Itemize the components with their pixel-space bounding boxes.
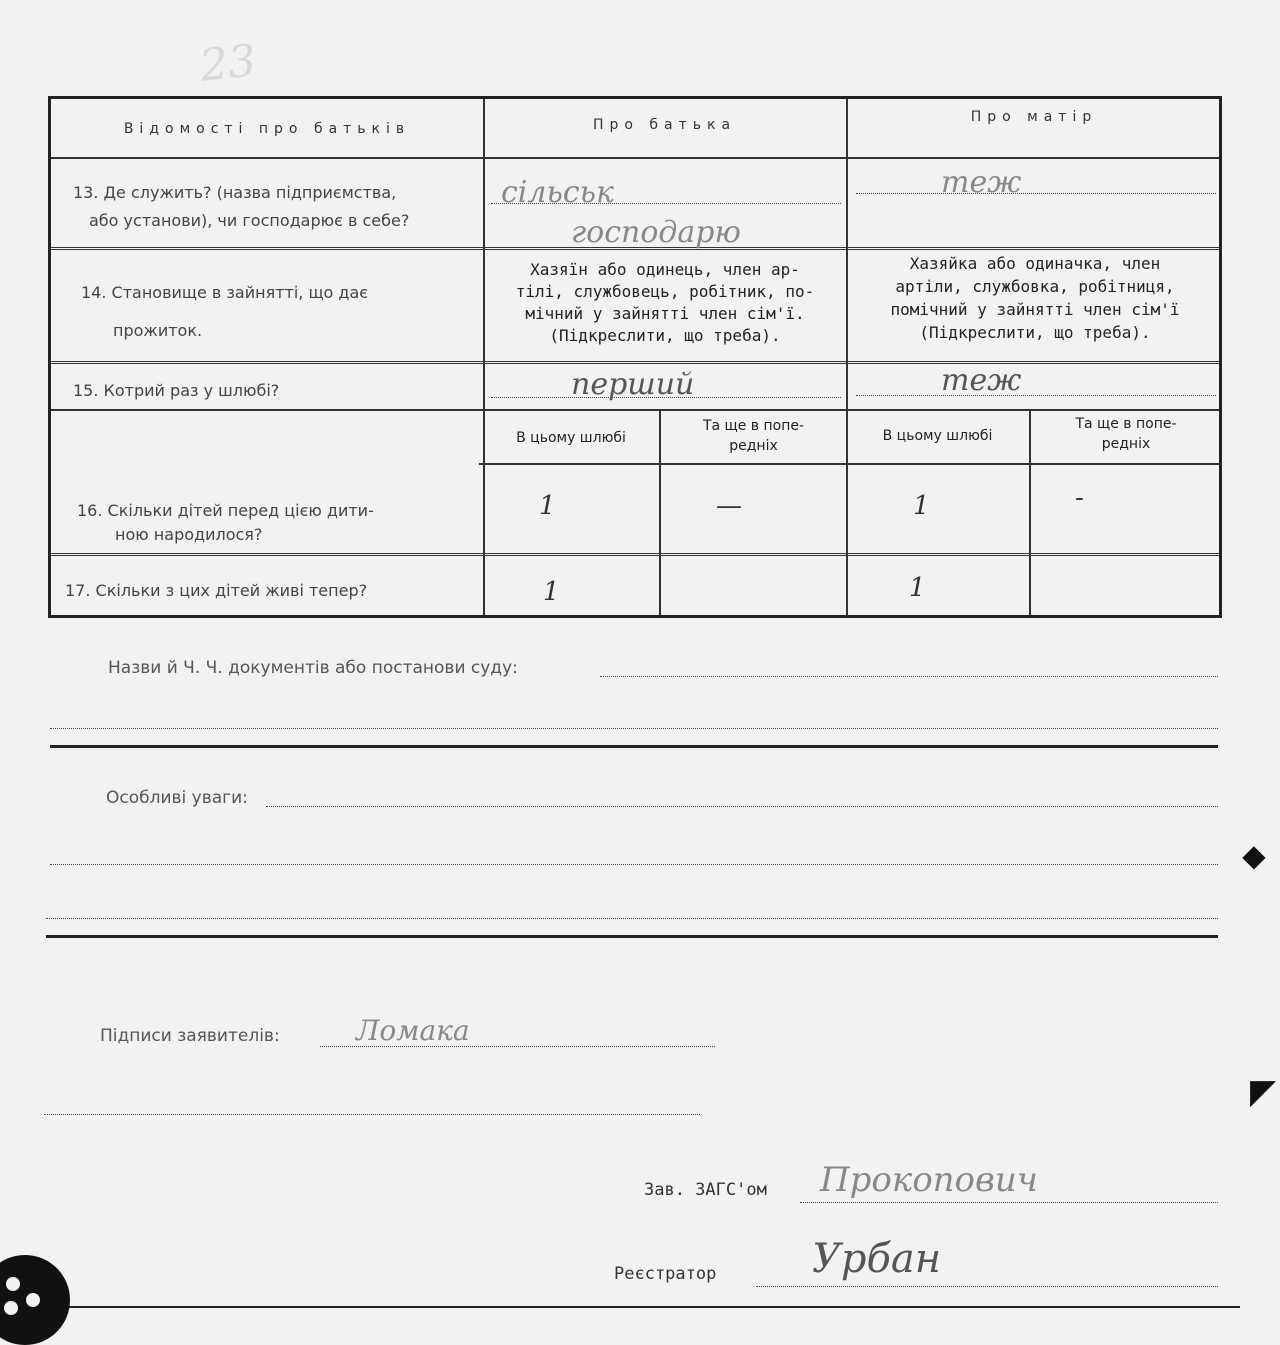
- header-divider: [51, 157, 1219, 159]
- q16-mother-this-value: 1: [913, 491, 930, 521]
- q14-father-option-line: (Підкреслити, що треба).: [549, 326, 781, 345]
- edge-tear-mark: ◤: [1250, 1072, 1277, 1112]
- q14-mother-option-line: помічний у зайнятті член сім'ї: [890, 300, 1180, 319]
- notes-line-3: [46, 918, 1218, 919]
- q17-father-this-value: 1: [543, 577, 560, 607]
- notes-line-2: [50, 864, 1218, 865]
- hole-dot: [6, 1277, 20, 1291]
- q15-father-answer: перший: [571, 367, 695, 402]
- edge-tear-mark: ⬥: [1242, 836, 1266, 876]
- zags-head-signature: Прокопович: [820, 1160, 1038, 1200]
- binder-corner-mark: [0, 1255, 70, 1345]
- q13-label-line2: або установи), чи господарює в себе?: [89, 211, 410, 230]
- q14-label-line2: прожиток.: [113, 321, 203, 340]
- q15-label: 15. Котрий раз у шлюбі?: [73, 381, 280, 400]
- notes-label: Особливі уваги:: [106, 788, 248, 808]
- registrar-signature-line: [756, 1286, 1218, 1287]
- zags-head-signature-line: [800, 1202, 1218, 1203]
- subheader-father-previous-line1: Та ще в попе-: [702, 418, 805, 434]
- parents-info-table: [48, 96, 1222, 618]
- q13-father-answer-line1: сільськ: [501, 175, 614, 210]
- zags-head-label: Зав. ЗАГС'ом: [644, 1180, 767, 1200]
- subheader-father-this-marriage: В цьому шлюбі: [516, 430, 626, 446]
- notes-line-1: [266, 806, 1218, 807]
- q13-mother-answer: теж: [941, 165, 1022, 200]
- q16-father-prev-value: —: [716, 491, 742, 521]
- applicant-signature: Ломака: [356, 1014, 470, 1047]
- q16-label-line2: ною народилося?: [115, 525, 263, 544]
- q17-label: 17. Скільки з цих дітей живі тепер?: [65, 581, 368, 600]
- column-divider-2: [846, 99, 848, 615]
- q14-mother-option-line: Хазяйка або одиначка, член: [909, 254, 1161, 273]
- section-separator-2: [46, 935, 1218, 938]
- applicant-signatures-label: Підписи заявителів:: [100, 1026, 280, 1046]
- subheader-mother-previous-line1: Та ще в попе-: [1075, 416, 1177, 432]
- hole-dot: [26, 1293, 40, 1307]
- page-bottom-line: [40, 1306, 1240, 1308]
- q14-mother-option-line: (Підкреслити, що треба).: [919, 323, 1151, 342]
- q14-father-option-line: мічний у зайнятті член сім'ї.: [525, 304, 805, 323]
- page-number-handwritten: 23: [197, 35, 259, 92]
- documents-label: Назви й Ч. Ч. документів або постанови суду:: [108, 658, 518, 678]
- subheader-father-previous-line2: редніх: [729, 438, 778, 454]
- q15-mother-answer: теж: [941, 363, 1022, 398]
- q13-label-line1: 13. Де служить? (назва підприємства,: [73, 183, 397, 202]
- applicant-signature-line-2: [44, 1114, 700, 1115]
- q13-father-answer-line2: господарю: [571, 215, 741, 250]
- row16-divider: [51, 553, 1219, 559]
- header-mother: Про матір: [970, 109, 1098, 125]
- q14-label-line1: 14. Становище в зайнятті, що дає: [81, 283, 369, 302]
- q16-father-this-value: 1: [539, 491, 556, 521]
- q14-father-option-line: тілі, службовець, робітник, по-: [515, 282, 815, 301]
- q13-mother-line: [856, 193, 1216, 194]
- hole-dot: [4, 1301, 18, 1315]
- q15-mother-line: [856, 395, 1216, 396]
- documents-line-1: [600, 676, 1218, 677]
- q16-mother-prev-value: -: [1075, 483, 1084, 513]
- documents-line-2: [50, 728, 1218, 729]
- row15-divider: [51, 409, 1219, 411]
- q17-mother-this-value: 1: [909, 573, 926, 603]
- subheader-mother-this-marriage: В цьому шлюбі: [882, 428, 993, 444]
- header-father: Про батька: [592, 117, 737, 133]
- section-separator-1: [50, 745, 1218, 748]
- q16-label-line1: 16. Скільки дітей перед цією дити-: [77, 501, 374, 520]
- column-divider-1: [483, 99, 485, 615]
- header-parents-info: Відомості про батьків: [123, 121, 411, 137]
- registrar-label: Реєстратор: [614, 1264, 717, 1284]
- subheader-divider: [479, 463, 1219, 465]
- q14-mother-option-line: артіли, службовка, робітниця,: [895, 277, 1175, 296]
- q14-father-option-line: Хазяїн або одинець, член ар-: [530, 260, 800, 279]
- registrar-signature: Урбан: [812, 1236, 942, 1282]
- subheader-mother-previous-line2: редніх: [1101, 436, 1151, 452]
